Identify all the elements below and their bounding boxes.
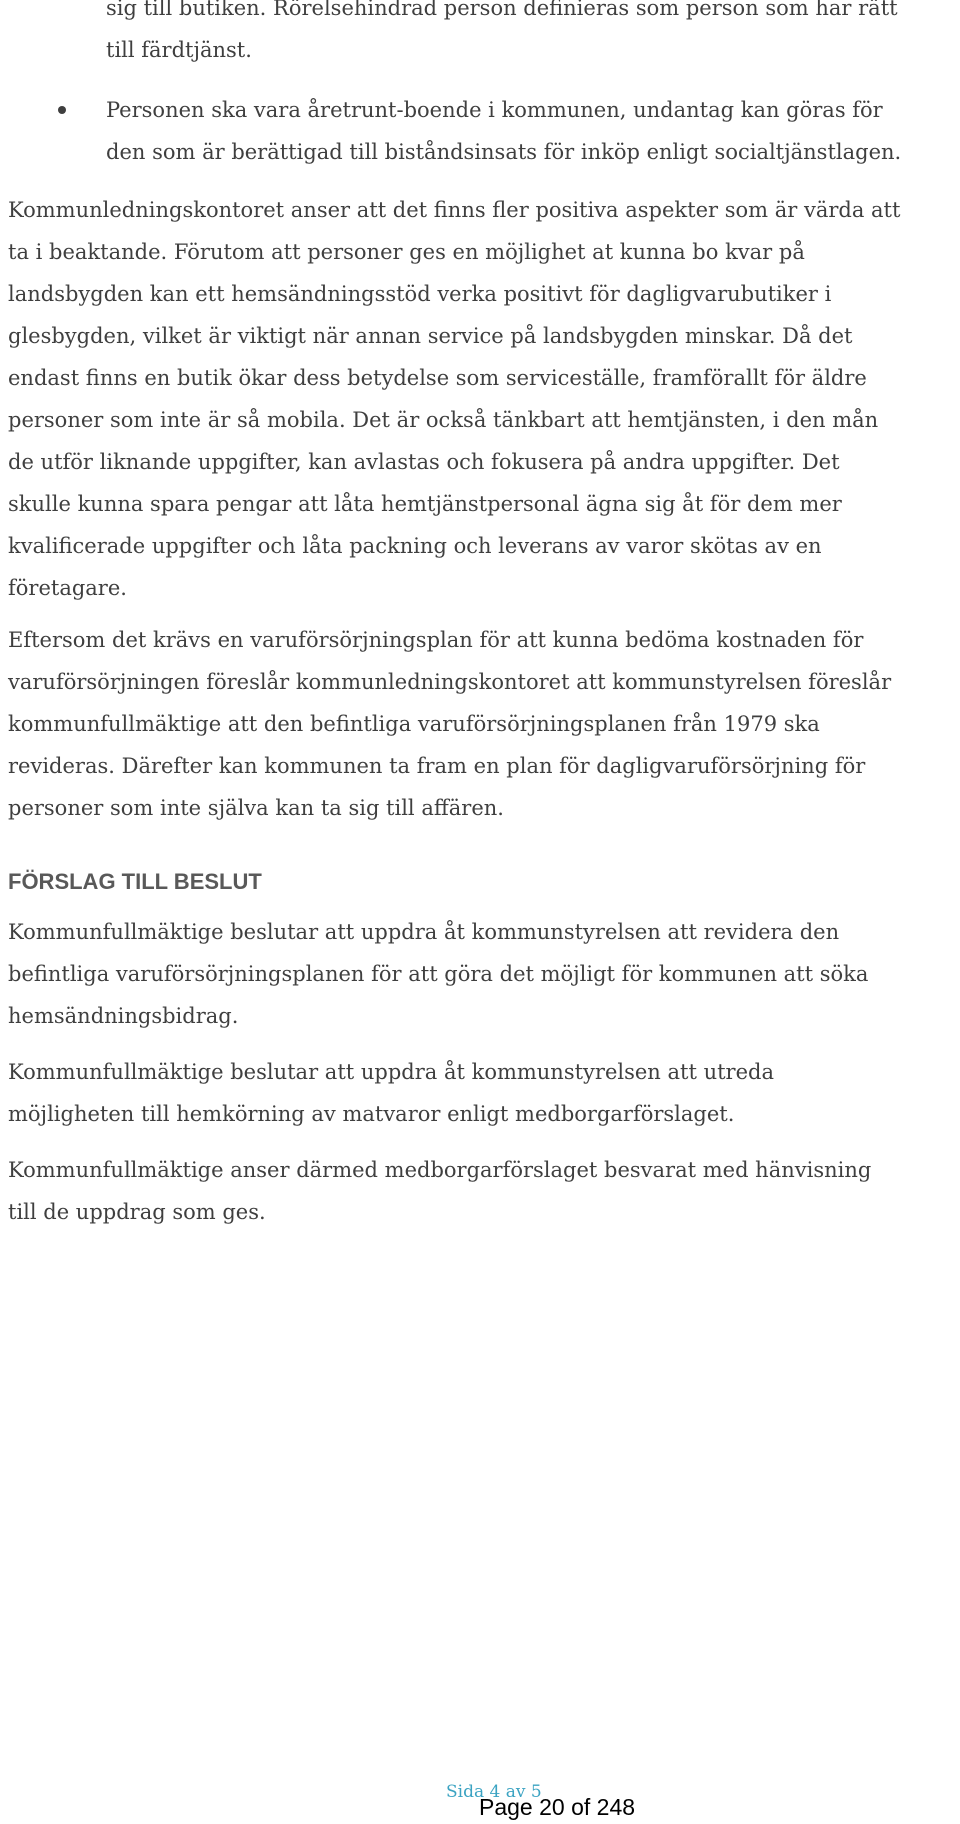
decision-line: möjligheten till hemkörning av matvaror enligt medborgarförslaget. [8, 1102, 735, 1126]
decision-line: Kommunfullmäktige anser därmed medborgarförslaget besvarat med hänvisning [8, 1158, 872, 1182]
paragraph-line: kommunfullmäktige att den befintliga varuförsörjningsplanen från 1979 ska [8, 712, 820, 736]
paragraph-line: landsbygden kan ett hemsändningsstöd verka positivt för dagligvarubutiker i [8, 282, 832, 306]
paragraph-line: skulle kunna spara pengar att låta hemtjänstpersonal ägna sig åt för dem mer [8, 492, 842, 516]
paragraph-line: företagare. [8, 576, 127, 600]
decision-line: Kommunfullmäktige beslutar att uppdra åt kommunstyrelsen att revidera den [8, 920, 840, 944]
list-item-line: sig till butiken. Rörelsehindrad person definieras som person som har rätt [106, 0, 898, 20]
list-item-line: till färdtjänst. [106, 38, 252, 62]
paragraph-line: varuförsörjningen föreslår kommunledningskontoret att kommunstyrelsen föreslår [8, 670, 892, 694]
paragraph-line: kvalificerade uppgifter och låta packning och leverans av varor skötas av en [8, 534, 822, 558]
list-item-line: Personen ska vara åretrunt-boende i kommunen, undantag kan göras för [106, 98, 883, 122]
paragraph-line: glesbygden, vilket är viktigt när annan service på landsbygden minskar. Då det [8, 324, 853, 348]
paragraph-line: personer som inte själva kan ta sig till affären. [8, 796, 504, 820]
decision-line: Kommunfullmäktige beslutar att uppdra åt kommunstyrelsen att utreda [8, 1060, 774, 1084]
bullet-icon [58, 106, 66, 114]
section-heading: FÖRSLAG TILL BESLUT [8, 869, 262, 894]
decision-line: befintliga varuförsörjningsplanen för att göra det möjligt för kommunen att söka [8, 962, 869, 986]
page-number-label: Page 20 of 248 [479, 1794, 636, 1820]
decision-line: till de uppdrag som ges. [8, 1200, 266, 1224]
decision-line: hemsändningsbidrag. [8, 1004, 239, 1028]
paragraph-line: Eftersom det krävs en varuförsörjningsplan för att kunna bedöma kostnaden för [8, 628, 864, 652]
list-item-line: den som är berättigad till biståndsinsats för inköp enligt socialtjänstlagen. [106, 140, 902, 164]
paragraph-line: personer som inte är så mobila. Det är också tänkbart att hemtjänsten, i den mån [8, 408, 879, 432]
paragraph-line: Kommunledningskontoret anser att det finns fler positiva aspekter som är värda att [8, 198, 901, 222]
paragraph-line: de utför liknande uppgifter, kan avlastas och fokusera på andra uppgifter. Det [8, 450, 840, 474]
paragraph-line: ta i beaktande. Förutom att personer ges en möjlighet at kunna bo kvar på [8, 240, 805, 264]
paragraph-line: endast finns en butik ökar dess betydelse som serviceställe, framförallt för äldre [8, 366, 867, 390]
page-footer-sida: Sida 4 av 5 [446, 1782, 542, 1802]
paragraph-line: revideras. Därefter kan kommunen ta fram en plan för dagligvaruförsörjning för [8, 754, 866, 778]
